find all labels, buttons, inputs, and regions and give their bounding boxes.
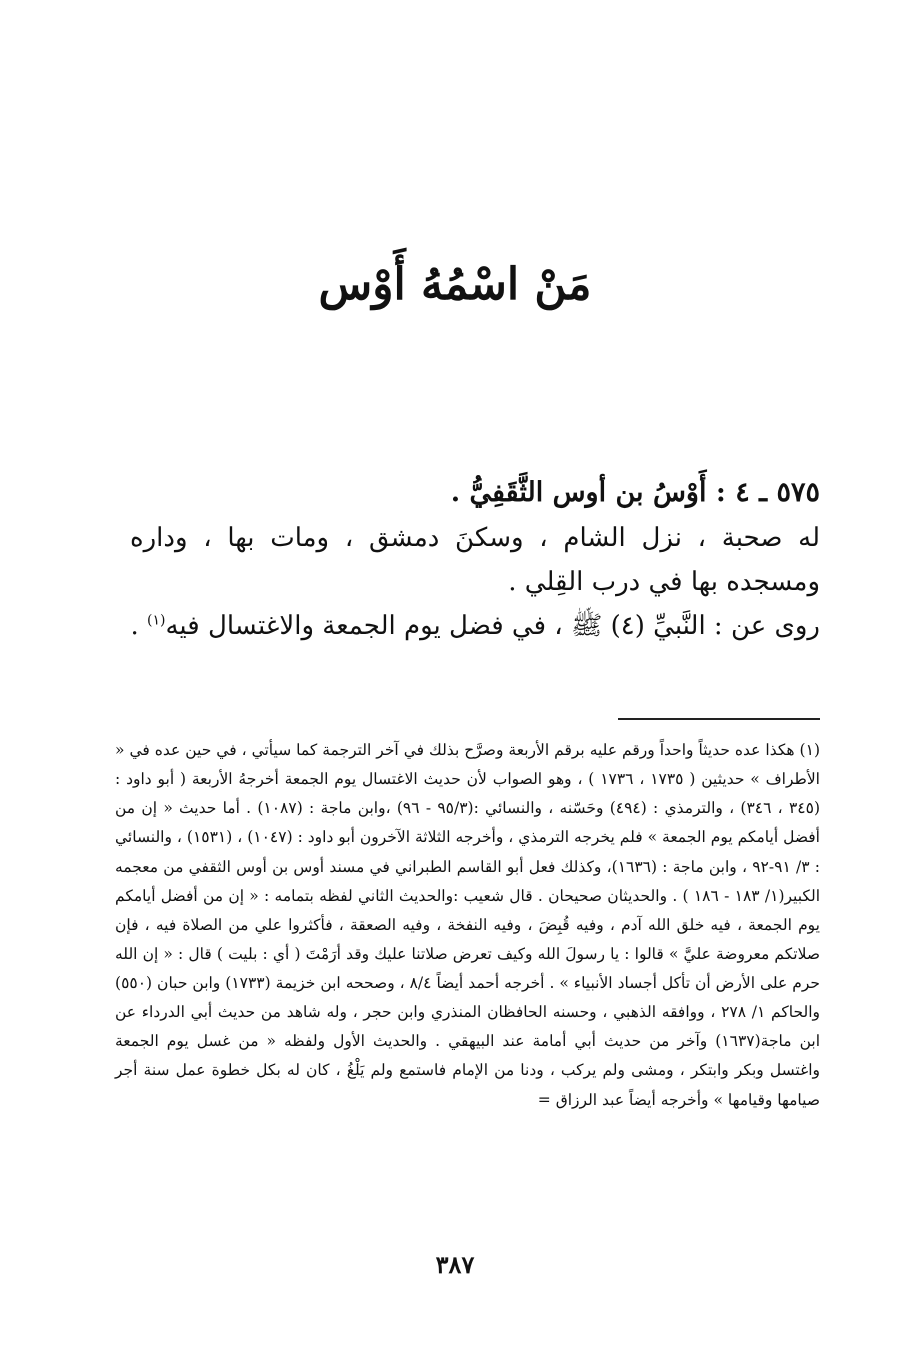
entry-narration-text: روى عن : النَّبيِّ (٤) ﷺ ، في فضل يوم الجمعة والاغتسال فيه xyxy=(165,611,820,642)
entry-name: أَوْسُ بن أوس الثَّقَفِيُّ . xyxy=(450,477,707,508)
entry-narration-line xyxy=(130,604,820,648)
biography-entry xyxy=(130,470,820,648)
entry-number: ٥٧٥ ـ ٤ : xyxy=(715,477,820,508)
footnote-separator xyxy=(618,718,820,720)
footnote-marker: (١) xyxy=(147,612,166,629)
entry-bio-line: له صحبة ، نزل الشام ، وسكنَ دمشق ، ومات بها ، وداره ومسجده بها في درب القِلي . xyxy=(130,522,820,598)
footnote-1: (١) هكذا عده حديثاً واحداً ورقم عليه برقم الأربعة وصرَّح بذلك في آخر الترجمة كما سيأتي ، في حين عده في « الأطراف » حديثين ( ١٧٣٥ ، ١٧٣٦ ) ، وهو الصواب لأن حديث الاغتسال يوم الجمعة أخرجهُ الأربعة ( أبو داود : (٣٤٥ ، ٣٤٦) ، والترمذي : (٤٩٤) وحَسّنه ، والنسائي :(٩٥/٣ - ٩٦) ،وابن ماجة : (١٠٨٧) . أما حديث « إن من أفضل أيامكم يوم الجمعة » فلم يخرجه الترمذي ، وأخرجه الثلاثة الآخرون أبو داود : (١٠٤٧) ، (١٥٣١) ، والنسائي : ٣/ ٩١-٩٢ ، وابن ماجة : (١٦٣٦)، وكذلك فعل أبو القاسم الطبراني في مسند أوس بن أوس الثقفي من معجمه الكبير(١/ ١٨٣ - ١٨٦ ) . والحديثان صحيحان . قال شعيب :والحديث الثاني لفظه بتمامه : « إن من أفضل أيامكم يوم الجمعة ، فيه خلق الله آدم ، وفيه قُبِضَ ، وفيه النفخة ، وفيه الصعقة ، فأكثروا علي من الصلاة فيه ، فإن صلاتكم معروضة عليَّ » قالوا : يا رسولَ الله وكيف تعرض صلاتنا عليك وقد أرَمْتَ ( أي : بليت ) قال : « إن الله حرم على الأرض أن تأكل أجساد الأنبياء » . أخرجه أحمد أيضاً ٨/٤ ، وصححه ابن خزيمة (١٧٣٣) وابن حبان (٥٥٠) والحاكم ١/ ٢٧٨ ، ووافقه الذهبي ، وحسنه الحافظان المنذري وابن حجر ، وله شاهد من حديث أبي الدرداء عن ابن ماجة(١٦٣٧) وآخر من حديث أبي أمامة عند البيهقي . والحديث الأول ولفظه « من غسل يوم الجمعة واغتسل وبكر وابتكر ، ومشى ولم يركب ، ودنا من الإمام فاستمع ولم يَلْغُ ، كان له بكل خطوة عمل سنة أجر صيامها وقيامها » وأخرجه أيضاً عبد الرزاق = xyxy=(115,741,821,1109)
page-number: ٣٨٧ xyxy=(435,1250,475,1279)
chapter-heading: مَنْ اسْمُهُ أَوْس xyxy=(318,259,592,310)
entry-line-end: . xyxy=(130,611,139,642)
footnotes-block xyxy=(115,736,820,1115)
entry-header xyxy=(130,470,820,516)
